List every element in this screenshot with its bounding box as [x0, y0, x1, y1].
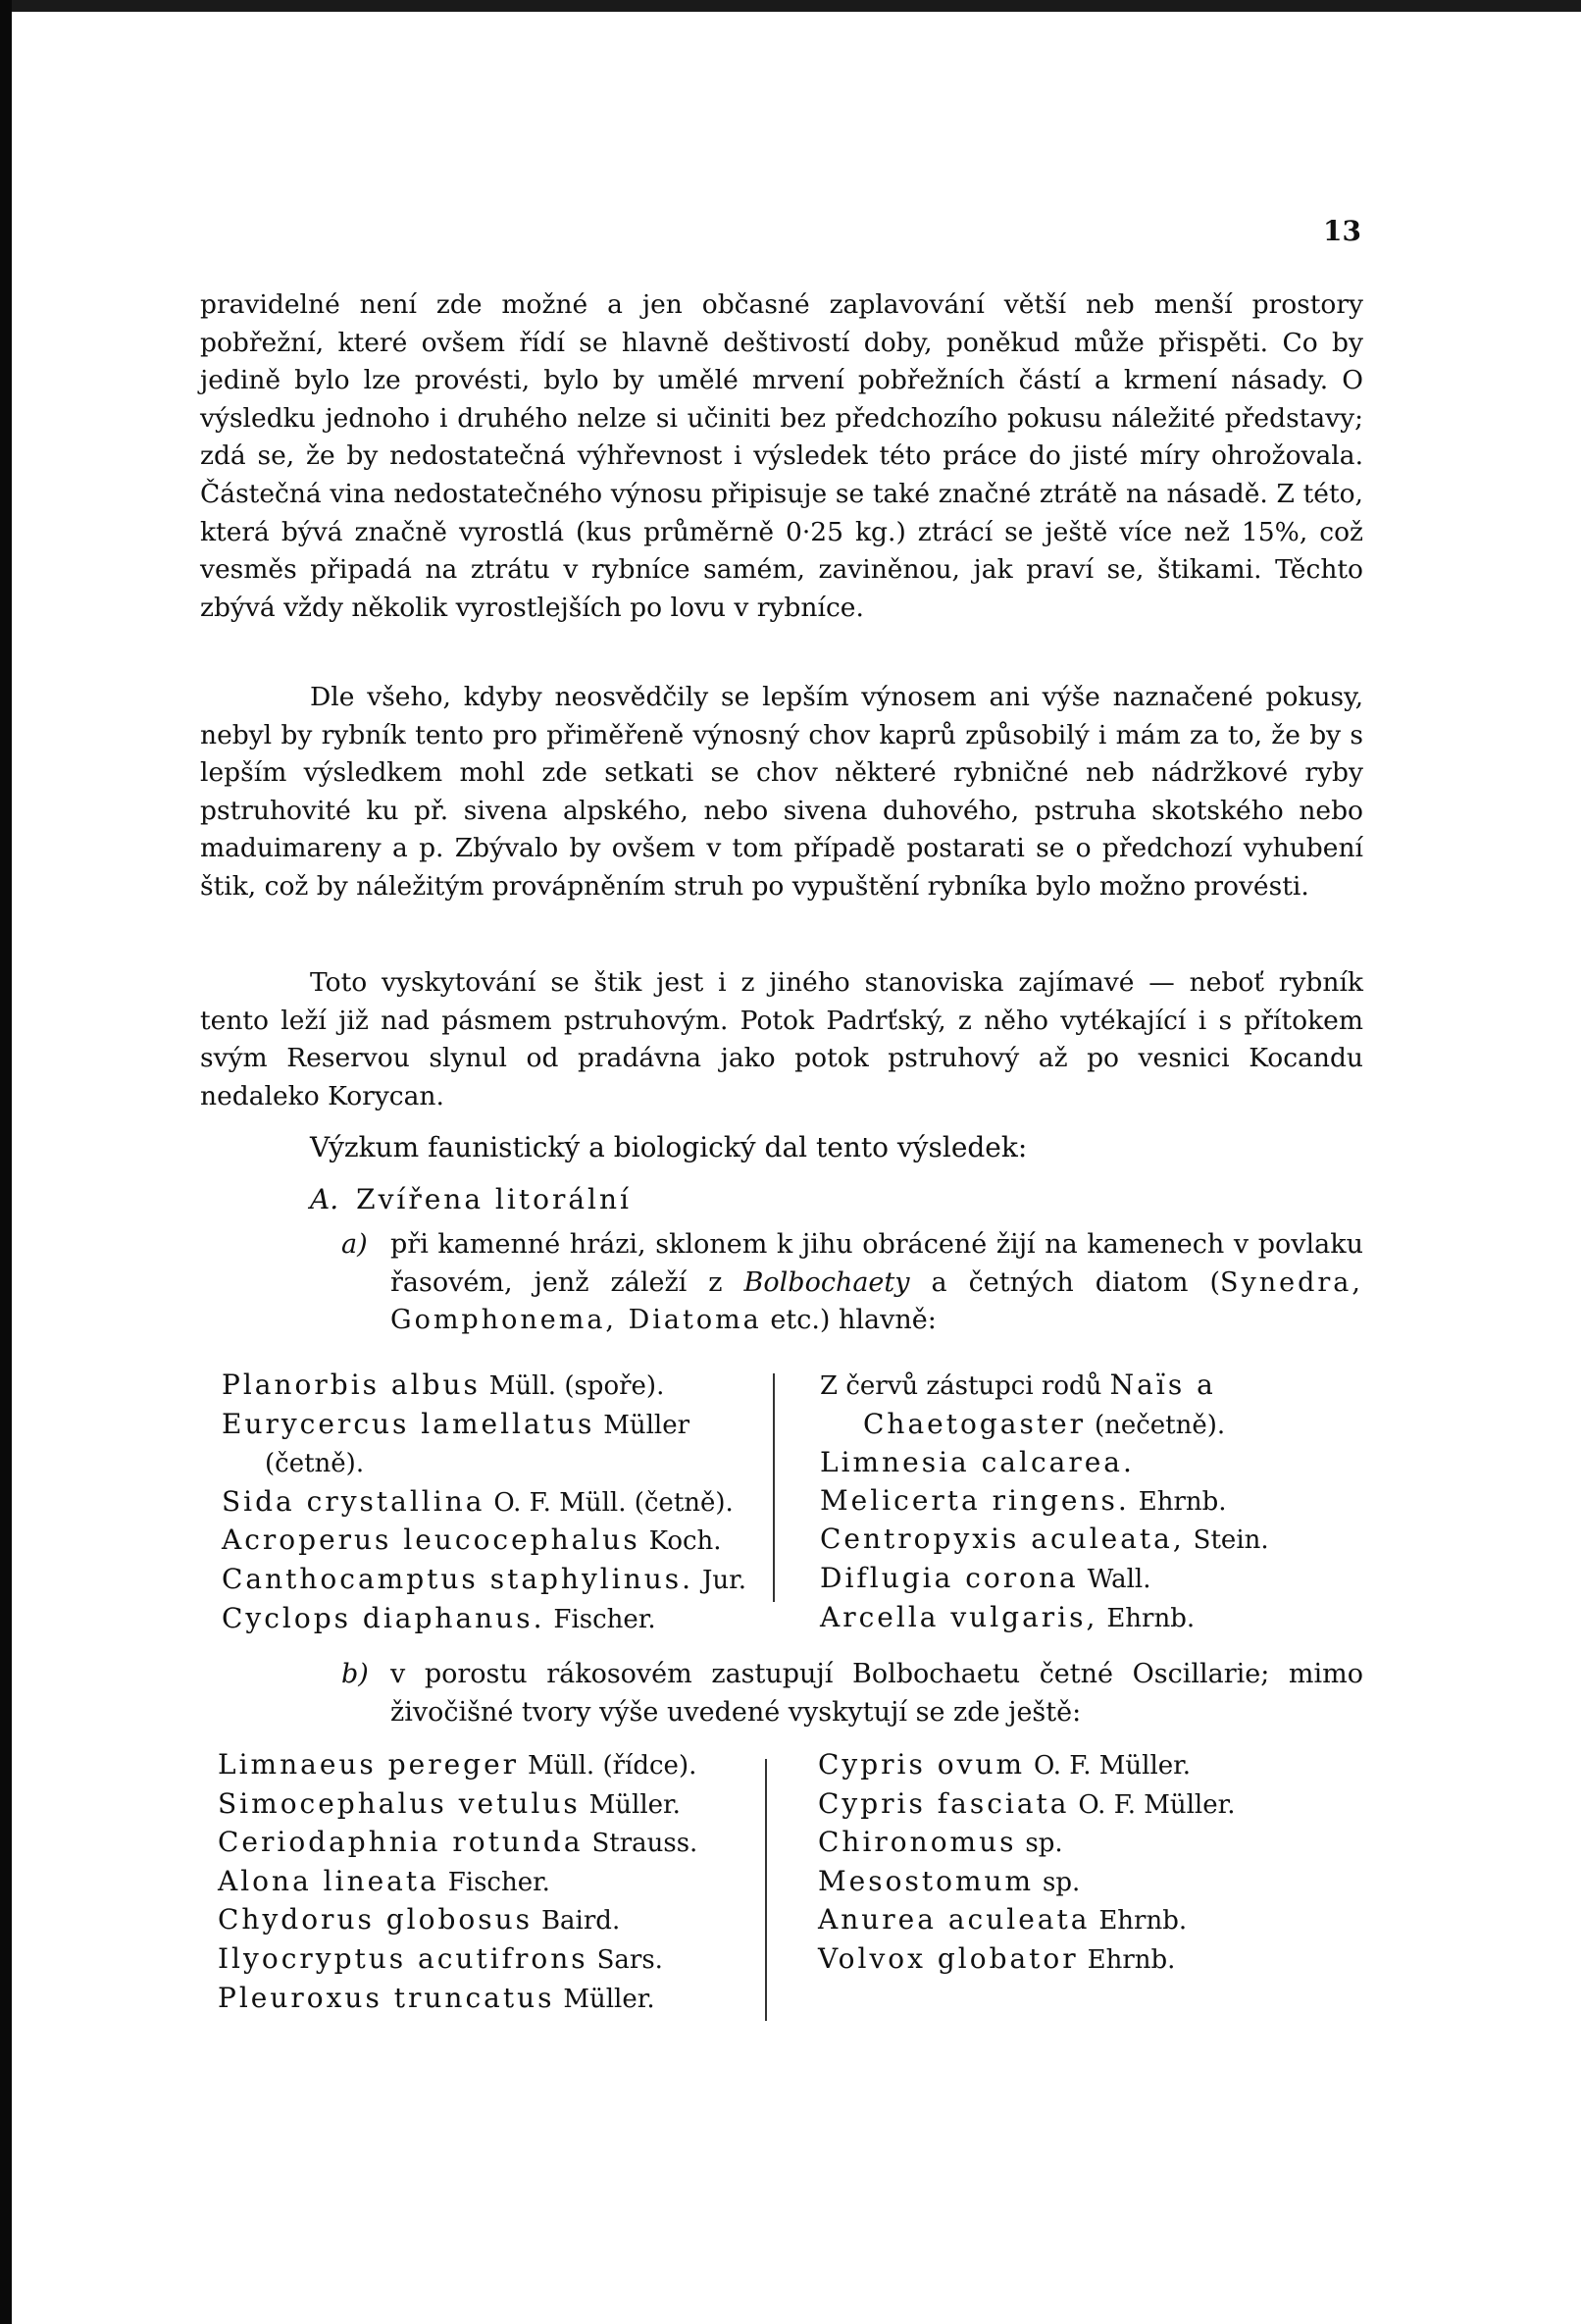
list-item [222, 1561, 757, 1600]
species-author: Ehrnb. [1098, 1906, 1188, 1937]
species-author: Koch. [648, 1526, 722, 1557]
list-item [222, 1406, 757, 1483]
species-name: Acroperus leucocephalus [222, 1524, 640, 1557]
subsection-a-label: a) [341, 1229, 368, 1260]
species-author: Jur. [701, 1565, 746, 1595]
species-name: Cyclops diaphanus. [222, 1601, 545, 1634]
species-list-a-left [222, 1367, 757, 1638]
species-author: Ehrnb. [1106, 1603, 1196, 1633]
list-item [818, 1901, 1348, 1940]
list-item [218, 1940, 747, 1980]
subsection-a-text-part: při kamenné hrázi, sklonem k jihu obrácené žijí na kamenech v povlaku řasovém, jenž záleží z [390, 1229, 1363, 1298]
species-author: Müller (četně). [265, 1410, 690, 1479]
subsection-a-text-part: etc.) hlavně: [761, 1305, 937, 1335]
species-author: O. F. Müller. [1033, 1751, 1192, 1781]
paragraph-1: pravidelné není zde možné a jen občasné zaplavování větší neb menší prostory pobřežní, které ovšem řídí se hlavně deštivostí doby, poněkud může přispěti. Co by jedině bylo lze provésti, bylo by umělé mrvení pobřežních částí a krmení násady. O výsledku jednoho i druhého nelze si učiniti bez předchozího pokusu náležité představy; zdá se, že by nedostatečná výhřevnost i výsledek této práce do jisté míry ohrožovala. Částečná vina nedostatečného výnosu připisuje se také značné ztrátě na násadě. Z této, která bývá značně vyrostlá (kus průměrně 0·25 kg.) ztrácí se ještě více než 15%, což vesměs připadá na ztrátu v rybníce samém, zaviněnou, jak praví se, štikami. Těchto zbývá vždy několik vyrostlejších po lovu v rybníce. [200, 289, 1363, 623]
species-author: O. F. Müll. (četně). [493, 1487, 734, 1518]
list-item [818, 1824, 1348, 1863]
species-name: Melicerta ringens. [820, 1483, 1130, 1517]
list-item [818, 1863, 1348, 1902]
section-a-heading [310, 1183, 632, 1215]
species-list-b-right [818, 1746, 1348, 1980]
species-name: Limnesia calcarea. [820, 1446, 1135, 1479]
species-name: Cypris fasciata [818, 1786, 1070, 1820]
species-list-a-right [820, 1367, 1363, 1637]
species-name: Ceriodaphnia rotunda [218, 1826, 584, 1859]
list-item [818, 1785, 1348, 1825]
list-item [820, 1560, 1363, 1599]
species-name: Canthocamptus staphylinus. [222, 1562, 694, 1595]
list-item [222, 1367, 757, 1406]
list-item [818, 1940, 1348, 1980]
list-item [222, 1600, 757, 1639]
species-name: Sida crystallina [222, 1484, 485, 1518]
list-item [218, 1785, 747, 1825]
species-name: Chironomus [818, 1826, 1017, 1859]
list-item [820, 1444, 1363, 1482]
subsection-a-text-part: a četných diatom ( [909, 1266, 1220, 1298]
column-divider [765, 1759, 767, 2021]
species-author: Fischer. [553, 1604, 656, 1634]
species-name: Naïs a Chaetogaster [863, 1369, 1216, 1440]
list-item [218, 1746, 747, 1785]
species-name: Mesostomum [818, 1864, 1035, 1897]
list-item [820, 1521, 1363, 1560]
subsection-a-text [390, 1226, 1363, 1340]
list-item [820, 1482, 1363, 1522]
list-item [218, 1863, 747, 1902]
list-item [820, 1599, 1363, 1638]
species-author: Ehrnb. [1087, 1944, 1176, 1975]
paragraph-3: Toto vyskytování se štik jest i z jiného stanoviska zajímavé — neboť rybník tento leží již nad pásmem pstruhovým. Potok Padrťský, z něho vytékající i s přítokem svým Reservou slynul od pradávna jako potok pstruhový až po vesnici Kocandu nedaleko Korycan. [200, 967, 1363, 1111]
species-author: Fischer. [447, 1867, 550, 1897]
species-author: sp. [1025, 1829, 1063, 1859]
species-author: Müll. (řídce). [527, 1751, 697, 1781]
list-item [222, 1483, 757, 1523]
species-name: Alona lineata [218, 1864, 439, 1897]
list-item [218, 1901, 747, 1940]
diatom-genera: Synedra, Gomphonema, Diatoma [390, 1266, 1363, 1335]
species-name: Centropyxis aculeata, [820, 1523, 1185, 1556]
species-author: Müller. [588, 1789, 681, 1820]
species-name: Ilyocryptus acutifrons [218, 1941, 588, 1975]
list-item [218, 1980, 747, 2019]
column-divider [773, 1373, 775, 1602]
subsection-a [341, 1226, 1363, 1340]
species-name: Limnaeus pereger [218, 1748, 520, 1781]
species-author: Baird. [540, 1906, 621, 1937]
subsection-b [341, 1656, 1363, 1731]
results-intro: Výzkum faunistický a biologický dal tento výsledek: [310, 1131, 1028, 1163]
species-name: Planorbis albus [222, 1369, 481, 1401]
species-author: sp. [1043, 1867, 1081, 1897]
species-author: Sars. [596, 1944, 663, 1975]
species-name: Volvox globator [818, 1941, 1079, 1975]
species-list-b-left [218, 1746, 747, 2018]
species-name: Eurycercus lamellatus [222, 1407, 595, 1440]
species-name: Cypris ovum [818, 1748, 1026, 1781]
species-name: Pleuroxus truncatus [218, 1981, 555, 2014]
species-author: Wall. [1087, 1564, 1151, 1594]
species-author: Ehrnb. [1138, 1486, 1227, 1517]
section-a-label: A. [310, 1183, 339, 1215]
species-author: (nečetně). [1094, 1410, 1226, 1440]
species-name: Arcella vulgaris, [820, 1600, 1098, 1633]
species-name: Simocephalus vetulus [218, 1786, 581, 1820]
species-name: Chydorus globosus [218, 1903, 534, 1937]
section-a-title: Zvířena litorální [356, 1183, 632, 1215]
subsection-b-label: b) [341, 1659, 369, 1689]
species-author: Stein. [1193, 1525, 1269, 1556]
page-number: 13 [1323, 215, 1361, 247]
species-author: Müller. [563, 1984, 655, 2014]
genus-bolbochaety: Bolbochaety [743, 1266, 910, 1298]
scan-edge-top [12, 0, 1581, 12]
list-item [820, 1367, 1363, 1444]
list-item [222, 1522, 757, 1561]
list-item [218, 1824, 747, 1863]
list-item [818, 1746, 1348, 1785]
species-name: Anurea aculeata [818, 1903, 1091, 1937]
species-author: Müll. (spoře). [488, 1371, 665, 1401]
species-author: O. F. Müller. [1078, 1789, 1236, 1820]
species-author: Strauss. [591, 1829, 698, 1859]
paragraph-2: Dle všeho, kdyby neosvědčily se lepším výnosem ani výše naznačené pokusy, nebyl by rybník tento pro přiměřeně výnosný chov kaprů způsobilý i mám za to, že by s lepším výsledkem mohl zde setkati se chov některé rybničné neb nádržkové ryby pstruhovité ku př. sivena alpského, nebo sivena duhového, pstruha skotského nebo maduimareny a p. Zbývalo by ovšem v tom případě postarati se o předchozí vyhubení štik, což by náležitým provápněním struh po vypuštění rybníka bylo možno provésti. [200, 682, 1363, 902]
scan-edge-left [0, 0, 12, 2324]
species-name: Diflugia corona [820, 1561, 1079, 1594]
subsection-b-text: v porostu rákosovém zastupují Bolbochaetu četné Oscillarie; mimo živočišné tvory výše uvedené vyskytují se zde ještě: [390, 1659, 1363, 1728]
species-prefix: Z červů zástupci rodů [820, 1371, 1110, 1401]
